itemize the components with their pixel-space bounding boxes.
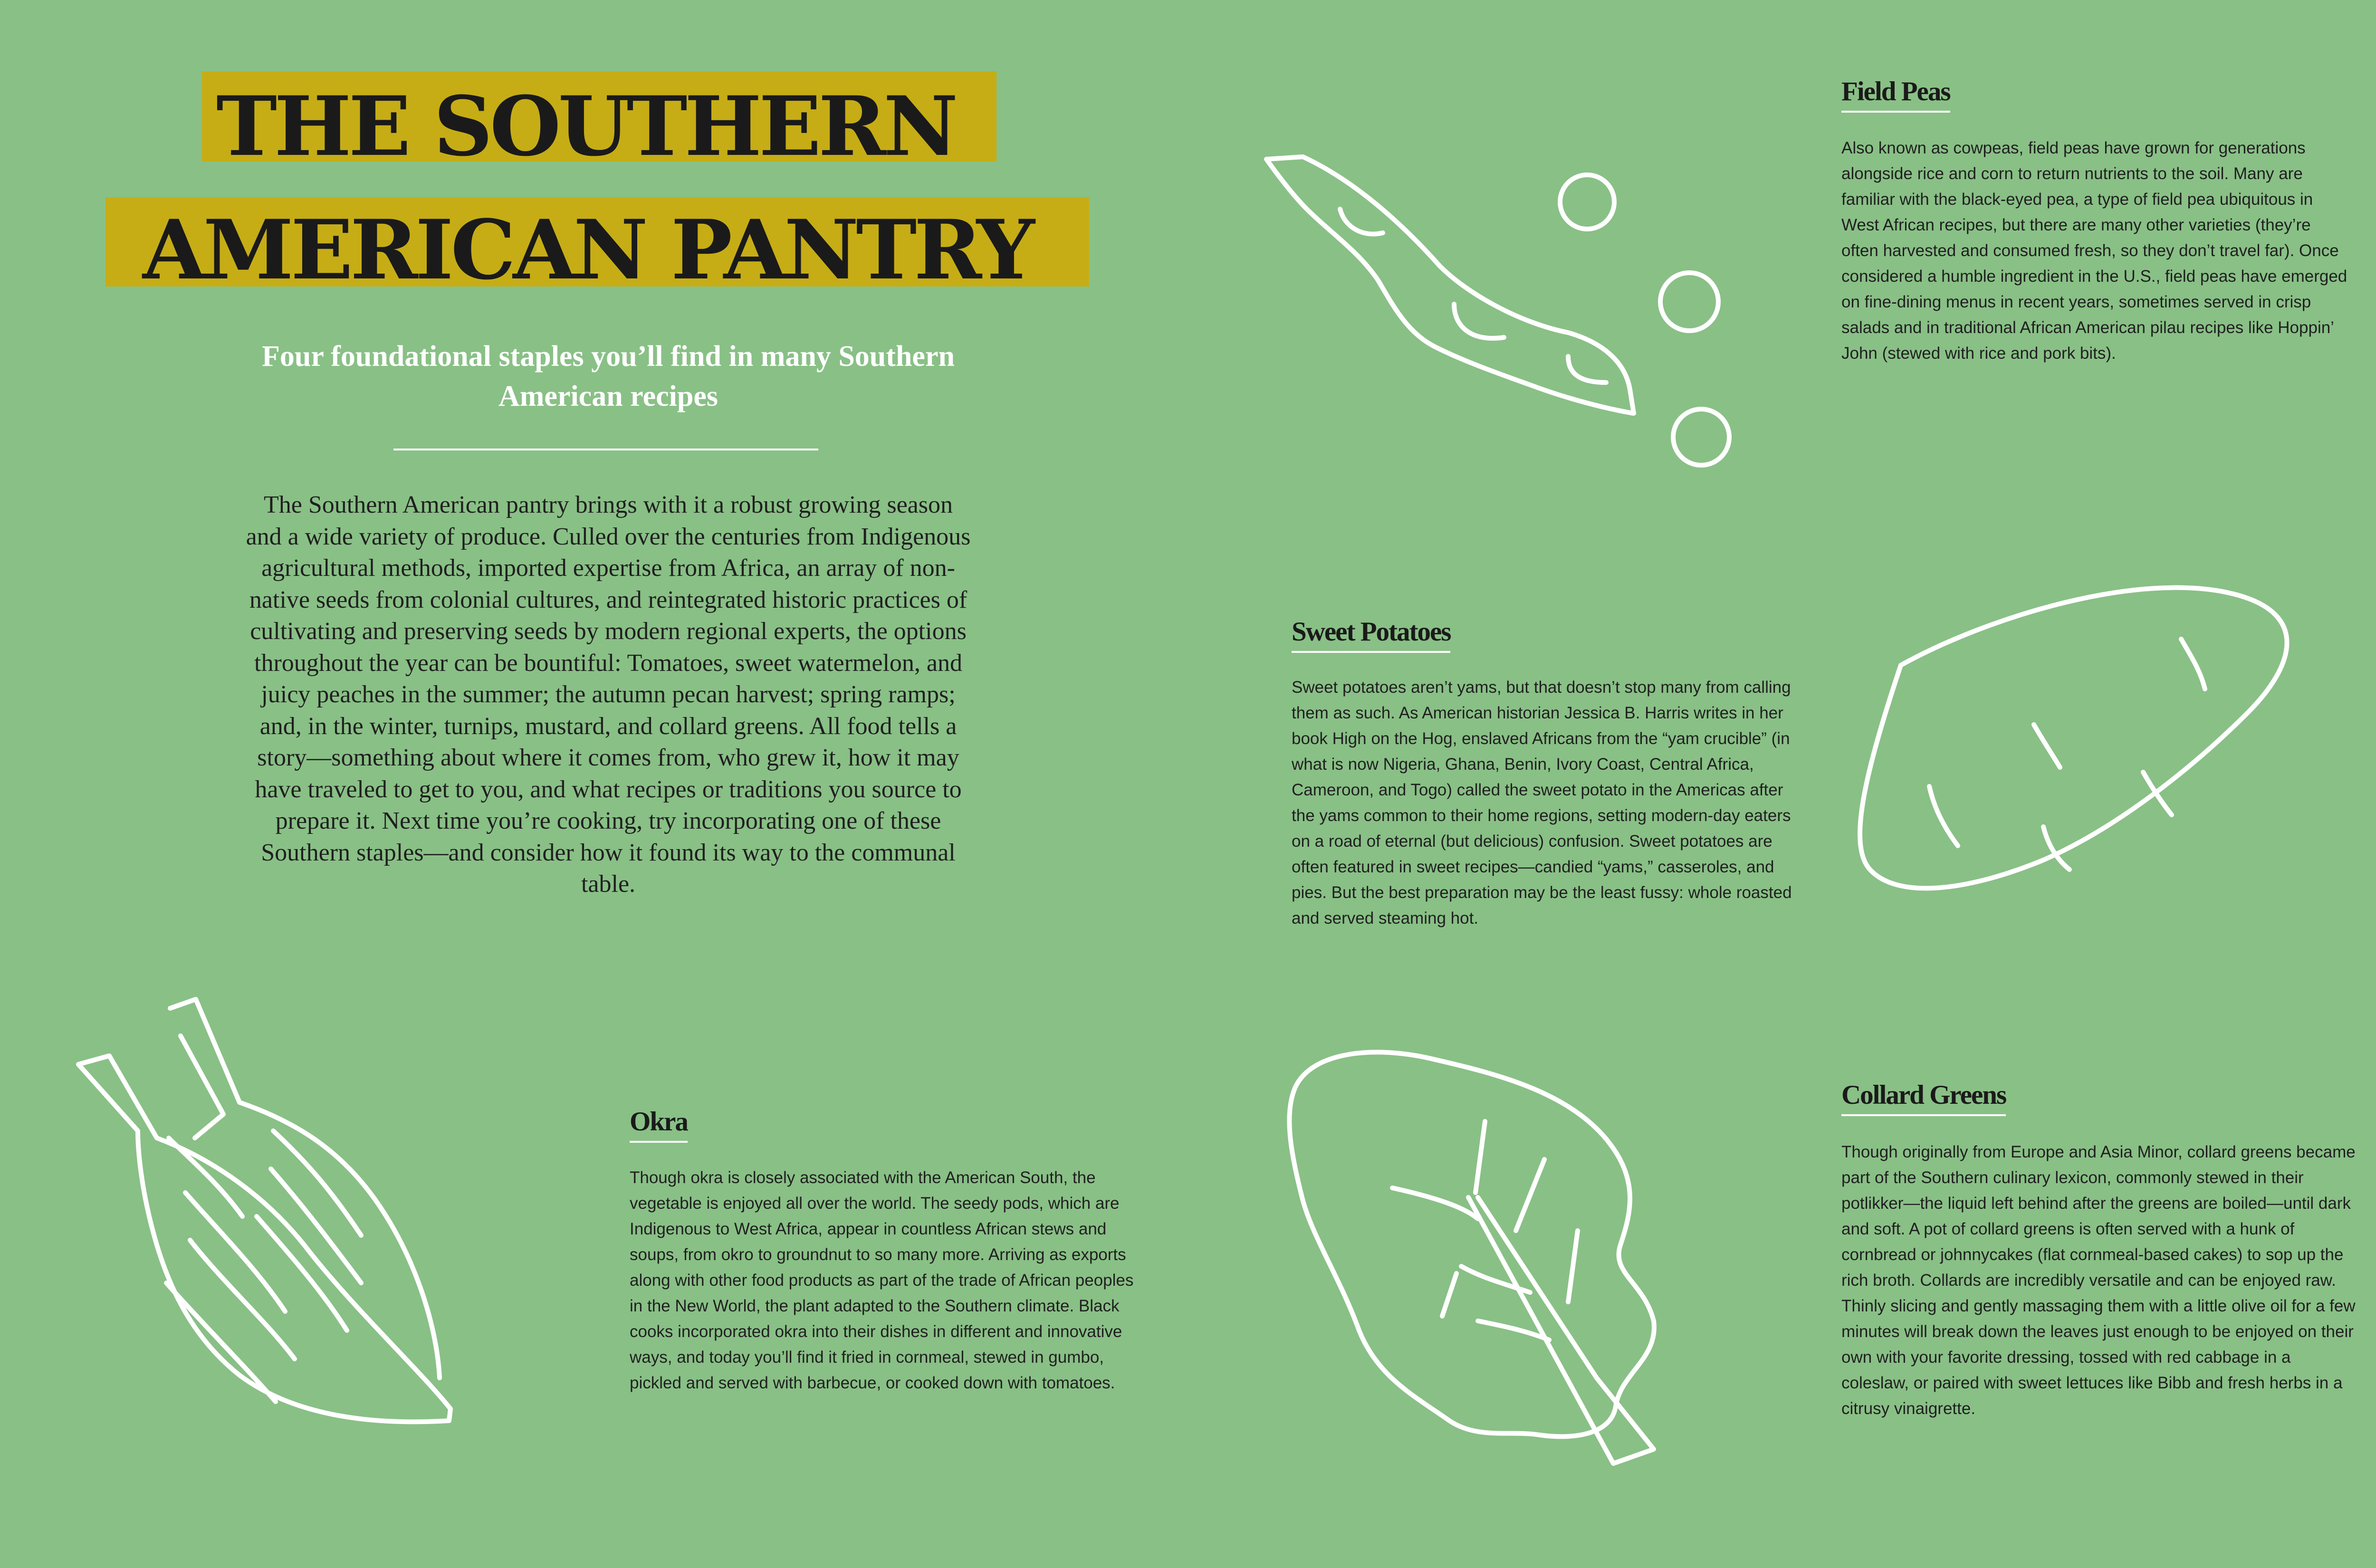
field-pea-pod-icon xyxy=(1266,157,1729,465)
subtitle: Four foundational staples you’ll find in many Southern American recipes xyxy=(262,340,955,412)
okra-text: Though okra is closely associated with the American South, the vegetable is enjoyed all over the world. The seedy pods, which are Indigenous to West Africa, appear in countless African stews and soups, from okro to groundnut to so many more. Arriving as exports along with other food products as part of the trade of African peoples in the New World, the plant adapted to the Southern climate. Black cooks incorporated okra into their dishes in different and innovative ways, and today you’ll find it fried in cornmeal, stewed in gumbo, pickled and served with barbecue, or cooked down with tomatoes. xyxy=(630,1168,1134,1392)
page-title-line-2: AMERICAN PANTRY xyxy=(143,201,1032,298)
okra-pods-icon xyxy=(78,999,450,1422)
collard-greens-heading: Collard Greens xyxy=(1841,1080,2006,1110)
sweet-potatoes-text: Sweet potatoes aren’t yams, but that doesn’t stop many from calling them as such. As American historian Jessica B. Harris writes in her book High on the Hog, enslaved Africans from the “yam crucible” (in what is now Nigeria, Ghana, Benin, Ivory Coast, Central Africa, Cameroon, and Togo) called the sweet potato in the Americas after the yams common to their home regions, setting modern-day eaters on a road of eternal (but delicious) confusion. Sweet potatoes are often featured in sweet recipes—candied “yams,” casseroles, and pies. But the best preparation may be the least fussy: whole roasted and served steaming hot. xyxy=(1292,678,1792,927)
sweet-potatoes-heading: Sweet Potatoes xyxy=(1292,617,1451,647)
page-title-line-1: THE SOUTHERN xyxy=(216,78,956,174)
intro-paragraph: The Southern American pantry brings with it a robust growing season and a wide variety of produce. Culled over the centuries from Indigenous agricultural methods, imported expertise from Africa, an array of non-native seeds from colonial cultures, and reintegrated historic practices of cultivating and preserving seeds by modern regional experts, the options throughout the year can be bountiful: Tomatoes, sweet watermelon, and juicy peaches in the summer; the autumn pecan harvest; spring ramps; and, in the winter, turnips, mustard, and collard greens. All food tells a story—something about where it comes from, who grew it, how it may have traveled to get to you, and what recipes or traditions you source to prepare it. Next time you’re cooking, try incorporating one of these Southern staples—and consider how it found its way to the communal table. xyxy=(246,491,971,898)
collard-leaf-icon xyxy=(1289,1052,1654,1463)
field-peas-heading: Field Peas xyxy=(1841,76,1950,106)
collard-greens-text: Though originally from Europe and Asia Minor, collard greens became part of the Southern culinary lexicon, commonly stewed in their potlikker—the liquid left behind after the greens are boiled—until dark and soft. A pot of collard greens is often served with a hunk of cornbread or johnnycakes (flat cornmeal-based cakes) to sop up the rich broth. Collards are incredibly versatile and can be enjoyed raw. Thinly slicing and gently massaging them with a little olive oil for a few minutes will break down the leaves just enough to be enjoyed on their own with your favorite dressing, tossed with red cabbage in a coleslaw, or paired with sweet lettuces like Bibb and fresh herbs in a citrusy vinaigrette. xyxy=(1841,1143,2356,1418)
sweet-potato-icon xyxy=(1860,588,2287,889)
okra-heading: Okra xyxy=(630,1107,688,1137)
field-peas-text: Also known as cowpeas, field peas have grown for generations alongside rice and corn to return nutrients to the soil. Many are familiar with the black-eyed pea, a type of field pea ubiquitous in West African recipes, but there are many other varieties (they’re often harvested and consumed fresh, so they don’t travel far). Once considered a humble ingredient in the U.S., field peas have emerged on fine-dining menus in recent years, sometimes served in crisp salads and in traditional African American pilau recipes like Hoppin’ John (stewed with rice and pork bits). xyxy=(1841,139,2347,363)
